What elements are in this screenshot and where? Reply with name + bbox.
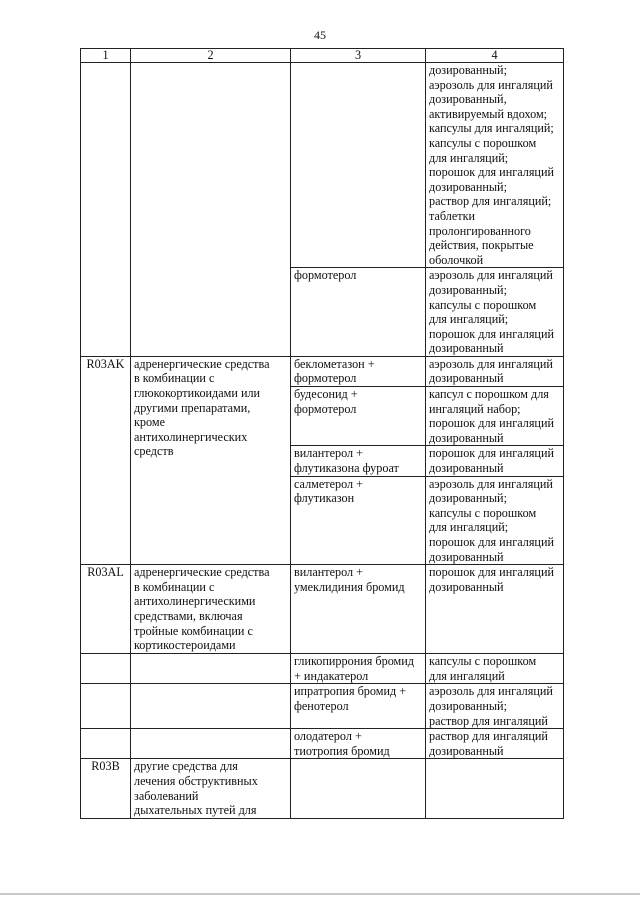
header-col-3: 3 — [291, 49, 426, 63]
group-name-cell — [131, 63, 291, 357]
atc-code-cell — [81, 654, 131, 684]
table-row — [81, 565, 564, 654]
drug-name-cell: олодатерол + тиотропия бромид — [291, 729, 426, 759]
dosage-form-cell: раствор для ингаляций дозированный — [426, 729, 564, 759]
table-row — [81, 654, 564, 684]
atc-code-cell: R03AL — [81, 565, 131, 654]
table-row — [81, 356, 564, 386]
dosage-form-cell — [426, 759, 564, 818]
drug-name-cell: вилантерол + умеклидиния бромид — [291, 565, 426, 654]
group-name-cell — [131, 729, 291, 759]
table-row — [81, 684, 564, 729]
drug-name-cell: гликопиррония бромид + индакатерол — [291, 654, 426, 684]
drug-name-cell: вилантерол + флутиказона фуроат — [291, 446, 426, 476]
group-name-cell — [131, 654, 291, 684]
header-col-4: 4 — [426, 49, 564, 63]
drug-name-cell: формотерол — [291, 268, 426, 357]
drug-name-cell — [291, 759, 426, 818]
atc-code-cell — [81, 729, 131, 759]
dosage-form-cell: порошок для ингаляций дозированный — [426, 446, 564, 476]
table-row — [81, 759, 564, 818]
header-col-2: 2 — [131, 49, 291, 63]
atc-code-cell — [81, 684, 131, 729]
group-name-cell: адренергические средства в комбинации с антихолинергическими средствами, включая тройные комбинации с кортикостероидами — [131, 565, 291, 654]
table-row — [81, 729, 564, 759]
atc-code-cell — [81, 63, 131, 357]
group-name-cell: адренергические средства в комбинации с глюкокортикоидами или другими препаратами, кроме антихолинергических средств — [131, 356, 291, 564]
atc-code-cell: R03B — [81, 759, 131, 818]
drug-name-cell: будесонид + формотерол — [291, 387, 426, 446]
dosage-form-cell: аэрозоль для ингаляций дозированный; капсулы с порошком для ингаляций; порошок для ингаляций дозированный — [426, 476, 564, 565]
group-name-cell — [131, 684, 291, 729]
drug-name-cell: ипратропия бромид + фенотерол — [291, 684, 426, 729]
dosage-form-cell: дозированный; аэрозоль для ингаляций дозированный, активируемый вдохом; капсулы для ингаляций; капсулы с порошком для ингаляций; порошок для ингаляций дозированный; раствор для ингаляций; таблетки пролонгированного действия, покрытые оболочкой — [426, 63, 564, 268]
dosage-form-cell: капсулы с порошком для ингаляций — [426, 654, 564, 684]
page-bottom-edge — [0, 893, 640, 895]
drug-classification-table — [80, 48, 564, 819]
dosage-form-cell: аэрозоль для ингаляций дозированный — [426, 356, 564, 386]
table-row — [81, 63, 564, 268]
page-number: 45 — [314, 28, 326, 42]
dosage-form-cell: капсул с порошком для ингаляций набор; порошок для ингаляций дозированный — [426, 387, 564, 446]
atc-code-cell: R03AK — [81, 356, 131, 564]
drug-name-cell — [291, 63, 426, 268]
group-name-cell: другие средства для лечения обструктивных заболеваний дыхательных путей для — [131, 759, 291, 818]
dosage-form-cell: аэрозоль для ингаляций дозированный; капсулы с порошком для ингаляций; порошок для ингаляций дозированный — [426, 268, 564, 357]
dosage-form-cell: аэрозоль для ингаляций дозированный; раствор для ингаляций — [426, 684, 564, 729]
drug-name-cell: беклометазон + формотерол — [291, 356, 426, 386]
table-header-row — [81, 49, 564, 63]
dosage-form-cell: порошок для ингаляций дозированный — [426, 565, 564, 654]
drug-name-cell: салметерол + флутиказон — [291, 476, 426, 565]
header-col-1: 1 — [81, 49, 131, 63]
